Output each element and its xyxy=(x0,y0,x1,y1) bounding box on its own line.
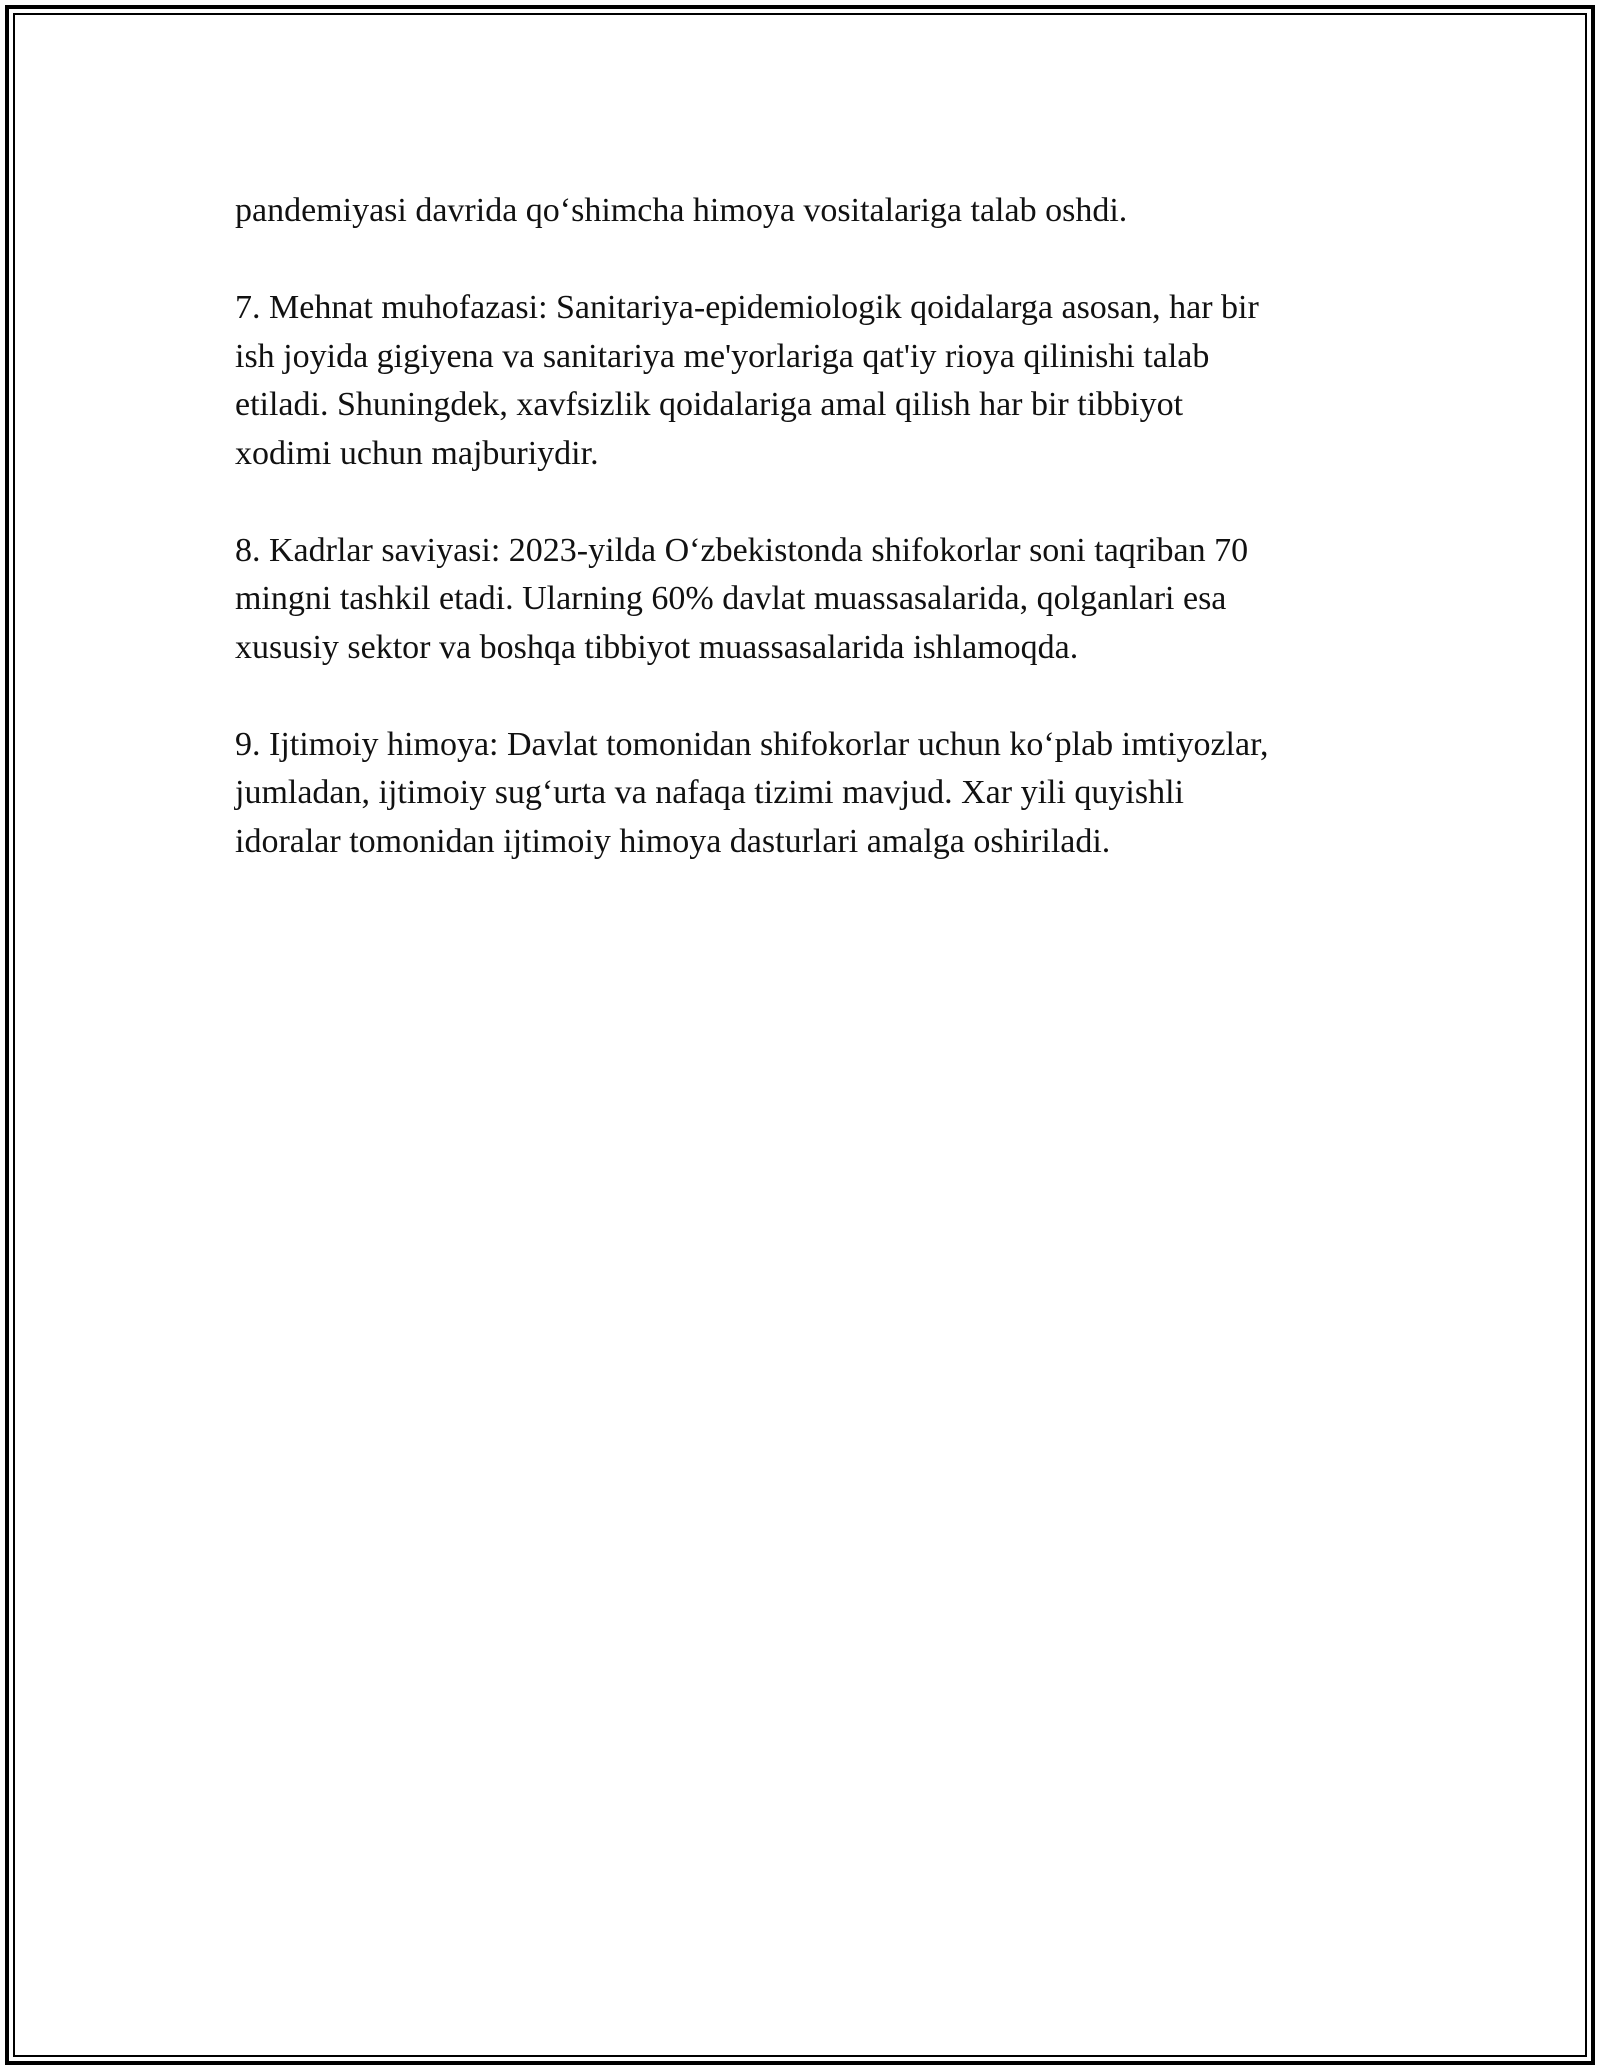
paragraph-continuation: pandemiyasi davrida qo‘shimcha himoya vositalariga talab oshdi. xyxy=(235,192,1128,229)
paragraph-mehnat-muhofazasi: 7. Mehnat muhofazasi: Sanitariya-epidemiologik qoidalarga asosan, har bir ish joyida gigiyena va sanitariya me'yorlariga qat'iy rioya qilinishi talab etiladi. Shuningdek, xavfsizlik qoidalariga amal qilish har bir tibbiyot xodimi uchun majburiydir. xyxy=(235,289,1259,472)
document-body xyxy=(235,187,1365,915)
paragraph-kadrlar-saviyasi: 8. Kadrlar saviyasi: 2023-yilda O‘zbekistonda shifokorlar soni taqriban 70 mingni tashkil etadi. Ularning 60% davlat muassasalarida, qolganlari esa xususiy sektor va boshqa tibbiyot muassasalarida ishlamoqda. xyxy=(235,531,1249,666)
paragraph-ijtimoiy-himoya: 9. Ijtimoiy himoya: Davlat tomonidan shifokorlar uchun ko‘plab imtiyozlar, jumladan, ijtimoiy sug‘urta va nafaqa tizimi mavjud. Xar yili quyishli idoralar tomonidan ijtimoiy himoya dasturlari amalga oshiriladi. xyxy=(235,725,1269,860)
